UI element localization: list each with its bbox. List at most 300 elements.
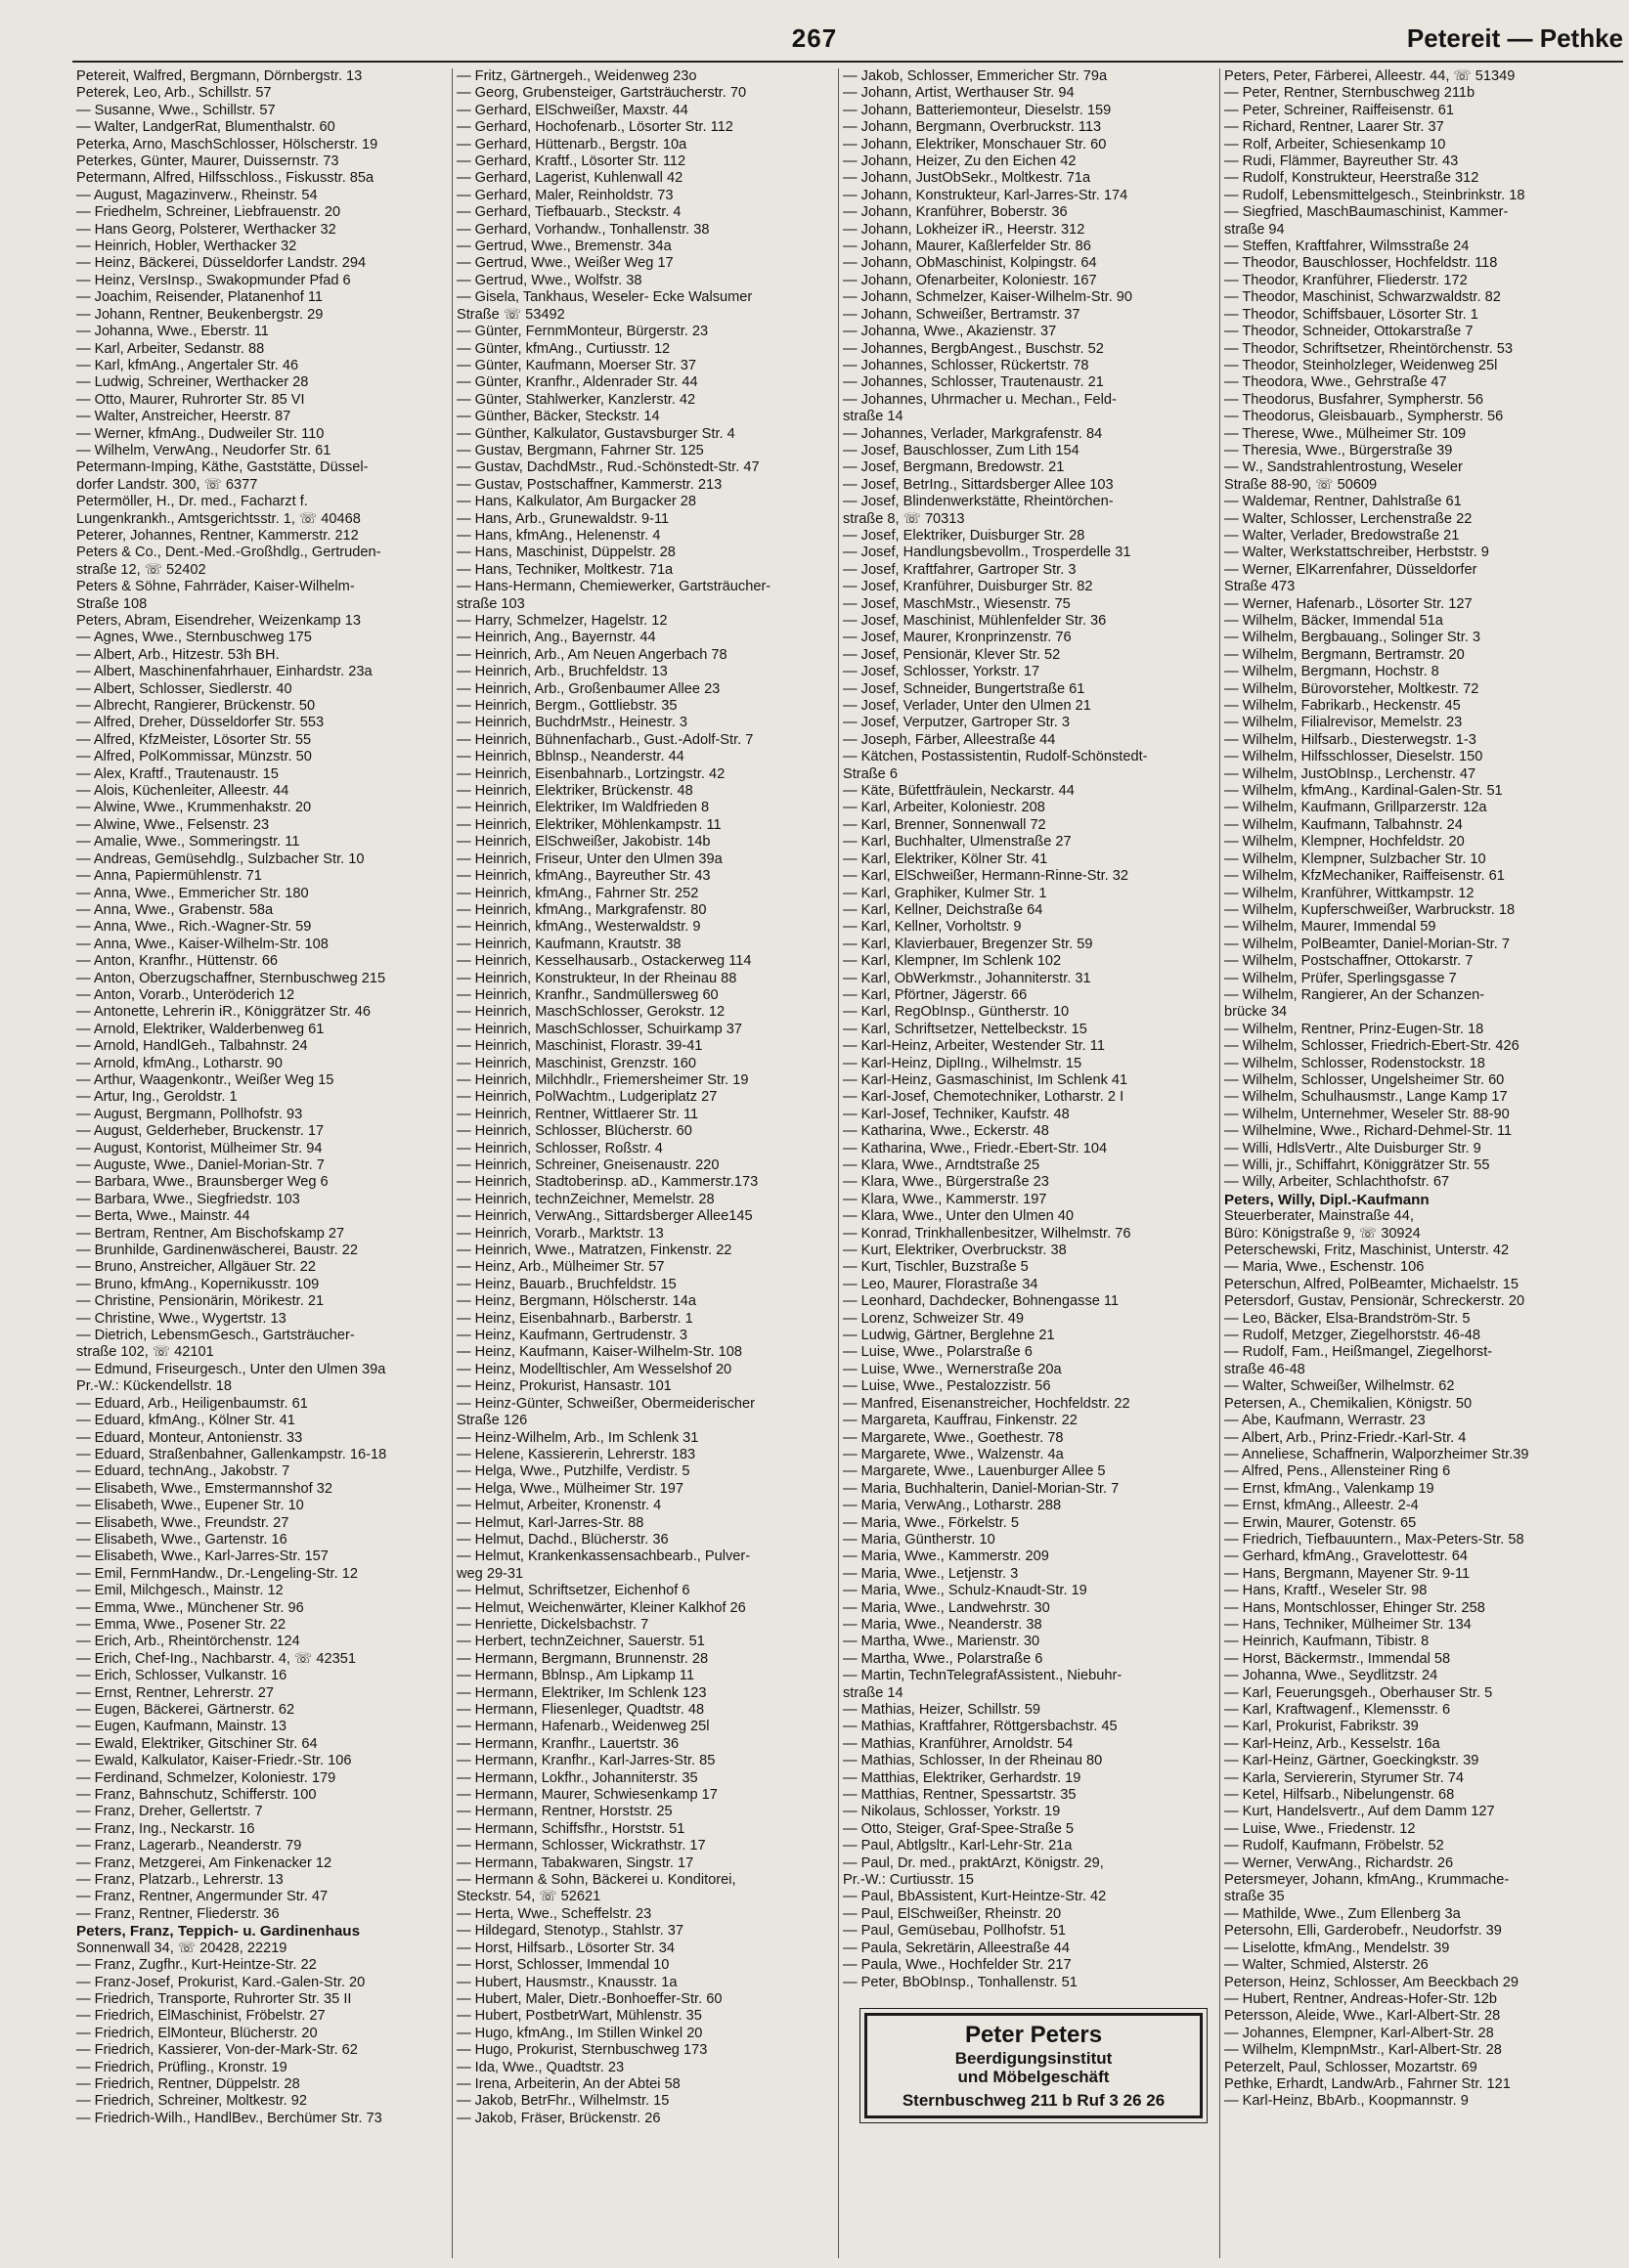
directory-entry: — Karl-Heinz, Arbeiter, Westender Str. 11 — [843, 1038, 1105, 1055]
directory-entry: — Gerhard, Tiefbauarb., Steckstr. 4 — [457, 204, 682, 221]
directory-entry: — Karl, kfmAng., Angertaler Str. 46 — [76, 357, 299, 373]
directory-entry: — Theodorus, Busfahrer, Sympherstr. 56 — [1224, 391, 1483, 408]
directory-entry: — Hans, Arb., Grunewaldstr. 9-11 — [457, 510, 670, 527]
directory-entry: — Theodor, Schiffsbauer, Lösorter Str. 1 — [1224, 306, 1478, 323]
directory-entry: — Johannes, Uhrmacher u. Mechan., Feld- — [843, 391, 1117, 408]
directory-entry: — Johannes, Elempner, Karl-Albert-Str. 28 — [1224, 2025, 1494, 2041]
directory-entry: — Wilhelm, Bäcker, Immendal 51a — [1224, 613, 1443, 629]
directory-entry: — Richard, Rentner, Laarer Str. 37 — [1224, 119, 1444, 136]
directory-entry: Petermöller, H., Dr. med., Facharzt f. — [76, 494, 308, 510]
directory-entry: — Anna, Wwe., Grabenstr. 58a — [76, 901, 274, 918]
directory-entry: dorfer Landstr. 300, ☏ 6377 — [76, 476, 258, 493]
directory-entry: — Heinrich, technZeichner, Memelstr. 28 — [457, 1191, 715, 1207]
directory-entry: — Wilhelm, Hilfsarb., Diesterwegstr. 1-3 — [1224, 731, 1476, 748]
directory-entry: — Alfred, Pens., Allensteiner Ring 6 — [1224, 1463, 1451, 1480]
directory-entry: straße 14 — [843, 409, 903, 425]
directory-entry: — Johann, Elektriker, Monschauer Str. 60 — [843, 136, 1107, 153]
directory-entry: — Maria, Wwe., Förkelstr. 5 — [843, 1514, 1020, 1531]
directory-entry: — Paula, Wwe., Hochfelder Str. 217 — [843, 1957, 1072, 1974]
directory-entry: — Gertrud, Wwe., Wolfstr. 38 — [457, 272, 642, 288]
directory-entry: Straße 6 — [843, 765, 898, 782]
directory-entry: — Karla, Serviererin, Styrumer Str. 74 — [1224, 1769, 1464, 1786]
directory-entry: — Maria, Wwe., Letjenstr. 3 — [843, 1565, 1019, 1582]
directory-entry: — August, Kontorist, Mülheimer Str. 94 — [76, 1140, 323, 1156]
directory-entry: — Gerhard, Vorhandw., Tonhallenstr. 38 — [457, 221, 710, 238]
directory-entry: — Heinrich, BuchdrMstr., Heinestr. 3 — [457, 715, 688, 731]
directory-entry: — Heinrich, Kranfhr., Sandmüllersweg 60 — [457, 986, 719, 1003]
directory-entry: Pr.-W.: Curtiusstr. 15 — [843, 1872, 974, 1889]
directory-entry: — Ernst, kfmAng., Alleestr. 2-4 — [1224, 1498, 1419, 1514]
directory-entry: straße 14 — [843, 1684, 903, 1701]
directory-entry: — Heinz, Prokurist, Hansastr. 101 — [457, 1378, 672, 1395]
directory-entry: — Karl-Josef, Techniker, Kaufstr. 48 — [843, 1106, 1070, 1122]
directory-entry: — Rolf, Arbeiter, Schiesenkamp 10 — [1224, 136, 1446, 153]
directory-entry: — Willi, jr., Schiffahrt, Königgrätzer Str. 55 — [1224, 1157, 1490, 1173]
directory-entry: — Eduard, technAng., Jakobstr. 7 — [76, 1463, 290, 1480]
directory-entry: — Horst, Hilfsarb., Lösorter Str. 34 — [457, 1940, 676, 1956]
directory-entry: — Gerhard, ElSchweißer, Maxstr. 44 — [457, 102, 688, 118]
directory-entry: — Franz, Ing., Neckarstr. 16 — [76, 1820, 255, 1837]
directory-entry: — Arnold, Elektriker, Walderbenweg 61 — [76, 1021, 325, 1037]
directory-entry: — Alois, Küchenleiter, Alleestr. 44 — [76, 783, 289, 800]
directory-entry: — Eduard, Arb., Heiligenbaumstr. 61 — [76, 1395, 308, 1412]
directory-entry: — Maria, Buchhalterin, Daniel-Morian-Str. 7 — [843, 1480, 1120, 1497]
column-divider — [838, 68, 839, 2258]
directory-entry: — Heinrich, Maschinist, Grenzstr. 160 — [457, 1055, 696, 1071]
directory-entry: — Barbara, Wwe., Siegfriedstr. 103 — [76, 1191, 300, 1207]
directory-entry: — Josef, Schlosser, Yorkstr. 17 — [843, 664, 1040, 680]
directory-entry: — Karl, Schriftsetzer, Nettelbeckstr. 15 — [843, 1021, 1087, 1037]
directory-entry: — Hermann, Elektriker, Im Schlenk 123 — [457, 1684, 707, 1701]
directory-entry: — Harry, Schmelzer, Hagelstr. 12 — [457, 613, 668, 629]
directory-entry: — Wilhelm, Schlosser, Ungelsheimer Str. 60 — [1224, 1071, 1505, 1088]
directory-entry: — Herta, Wwe., Scheffelstr. 23 — [457, 1905, 652, 1922]
directory-entry: straße 103 — [457, 595, 525, 612]
directory-entry: — Eduard, Monteur, Antonienstr. 33 — [76, 1429, 303, 1446]
directory-entry: — Anton, Kranfhr., Hüttenstr. 66 — [76, 953, 279, 970]
directory-entry: — Johannes, Verlader, Markgrafenstr. 84 — [843, 425, 1103, 442]
directory-entry: — Heinrich, Eisenbahnarb., Lortzingstr. 42 — [457, 765, 726, 782]
directory-entry: — Karl, Arbeiter, Koloniestr. 208 — [843, 800, 1045, 816]
directory-entry: — Henriette, Dickelsbachstr. 7 — [457, 1616, 649, 1633]
directory-entry: — Rudi, Flämmer, Bayreuther Str. 43 — [1224, 153, 1459, 170]
directory-entry: — Horst, Bäckermstr., Immendal 58 — [1224, 1650, 1451, 1667]
directory-entry: — Karl-Heinz, BbArb., Koopmannstr. 9 — [1224, 2093, 1469, 2110]
directory-entry: — Karl, ObWerkmstr., Johanniterstr. 31 — [843, 970, 1091, 986]
directory-entry: — Alwine, Wwe., Felsenstr. 23 — [76, 816, 270, 833]
directory-entry: — Ketel, Hilfsarb., Nibelungenstr. 68 — [1224, 1787, 1455, 1804]
directory-entry: — Antonette, Lehrerin iR., Königgrätzer Str. 46 — [76, 1004, 371, 1021]
directory-entry: — Friedrich, Tiefbauuntern., Max-Peters-Str. 58 — [1224, 1531, 1524, 1548]
directory-column-2 — [457, 68, 838, 2263]
directory-entry: — Hermann, Lokfhr., Johanniterstr. 35 — [457, 1769, 698, 1786]
directory-entry: — Manfred, Eisenanstreicher, Hochfeldstr. 22 — [843, 1395, 1130, 1412]
directory-entry: — Anton, Oberzugschaffner, Sternbuschweg 215 — [76, 970, 386, 986]
directory-entry: — Wilhelm, Kupferschweißer, Warbruckstr. 18 — [1224, 901, 1516, 918]
directory-entry: — Margarete, Wwe., Walzenstr. 4a — [843, 1446, 1064, 1462]
directory-entry: — Andreas, Gemüsehdlg., Sulzbacher Str. 10 — [76, 850, 365, 867]
directory-entry: — Heinz, Eisenbahnarb., Barberstr. 1 — [457, 1310, 693, 1327]
directory-entry: — Werner, ElKarrenfahrer, Düsseldorfer — [1224, 561, 1477, 578]
directory-entry: — Mathilde, Wwe., Zum Ellenberg 3a — [1224, 1905, 1461, 1922]
directory-entry: — Wilhelm, Bergbauang., Solinger Str. 3 — [1224, 630, 1481, 646]
directory-entry: — Emil, FernmHandw., Dr.-Lengeling-Str. 12 — [76, 1565, 358, 1582]
directory-entry: — Gustav, Bergmann, Fahrner Str. 125 — [457, 442, 704, 458]
directory-entry: — Johann, JustObSekr., Moltkestr. 71a — [843, 170, 1091, 187]
directory-entry: — Wilhelm, Hilfsschlosser, Dieselstr. 150 — [1224, 749, 1483, 765]
directory-entry: — Anna, Papiermühlenstr. 71 — [76, 868, 262, 885]
directory-entry: — Werner, kfmAng., Dudweiler Str. 110 — [76, 425, 325, 442]
directory-entry: — Wilhelm, Kranführer, Wittkampstr. 12 — [1224, 885, 1475, 901]
directory-column-1 — [76, 68, 458, 2263]
directory-entry: — Herbert, technZeichner, Sauerstr. 51 — [457, 1634, 705, 1650]
directory-entry: — Friedrich-Wilh., HandlBev., Berchümer Str. 73 — [76, 2110, 382, 2126]
directory-entry: — Theodor, Bauschlosser, Hochfeldstr. 118 — [1224, 255, 1498, 272]
directory-entry: — Hermann, Schiffsfhr., Horststr. 51 — [457, 1820, 685, 1837]
directory-entry: — Heinrich, Stadtoberinsp. aD., Kammerstr.173 — [457, 1174, 759, 1191]
directory-entry: — Günter, Kaufmann, Moerser Str. 37 — [457, 357, 696, 373]
directory-entry: — Klara, Wwe., Bürgerstraße 23 — [843, 1174, 1049, 1191]
directory-entry: — Karl, Prokurist, Fabrikstr. 39 — [1224, 1719, 1419, 1735]
directory-entry: — Wilhelm, Rentner, Prinz-Eugen-Str. 18 — [1224, 1021, 1484, 1037]
directory-entry: — Albert, Arb., Hitzestr. 53h BH. — [76, 646, 280, 663]
directory-entry: — Peter, BbObInsp., Tonhallenstr. 51 — [843, 1974, 1078, 1990]
directory-entry: — Walter, Verlader, Bredowstraße 21 — [1224, 527, 1460, 544]
directory-entry: — Johann, Konstrukteur, Karl-Jarres-Str. 174 — [843, 187, 1128, 203]
directory-entry: — Susanne, Wwe., Schillstr. 57 — [76, 102, 276, 118]
directory-entry: Straße ☏ 53492 — [457, 306, 565, 323]
directory-entry: straße 8, ☏ 70313 — [843, 510, 965, 527]
directory-entry: — Franz, Zugfhr., Kurt-Heintze-Str. 22 — [76, 1957, 317, 1974]
directory-entry: — Hans-Hermann, Chemiewerker, Gartsträucher- — [457, 579, 771, 595]
directory-entry: Petersen, A., Chemikalien, Königstr. 50 — [1224, 1395, 1473, 1412]
directory-entry: Peters, Willy, Dipl.-Kaufmann — [1224, 1191, 1430, 1208]
directory-entry: — Hugo, Prokurist, Sternbuschweg 173 — [457, 2042, 708, 2059]
directory-entry: — Wilhelm, Filialrevisor, Memelstr. 23 — [1224, 715, 1463, 731]
directory-entry: — Heinrich, Kaufmann, Tibistr. 8 — [1224, 1634, 1430, 1650]
directory-entry: — Karl, RegObInsp., Güntherstr. 10 — [843, 1004, 1070, 1021]
directory-entry: — Hans, Kraftf., Weseler Str. 98 — [1224, 1583, 1428, 1599]
running-head: Petereit — Pethke — [1406, 23, 1623, 53]
directory-entry: — Wilhelm, Klempner, Hochfeldstr. 20 — [1224, 834, 1465, 850]
directory-entry: — Konrad, Trinkhallenbesitzer, Wilhelmstr. 76 — [843, 1225, 1131, 1242]
directory-entry: — Theodor, Kranführer, Fliederstr. 172 — [1224, 272, 1468, 288]
directory-entry: — Johannes, BergbAngest., Buschstr. 52 — [843, 340, 1104, 357]
directory-entry: — Martha, Wwe., Marienstr. 30 — [843, 1634, 1040, 1650]
directory-entry: Petermann, Alfred, Hilfsschloss., Fiskusstr. 85a — [76, 170, 374, 187]
directory-entry: — Heinz, Arb., Mülheimer Str. 57 — [457, 1259, 665, 1276]
directory-entry: — Kurt, Handelsvertr., Auf dem Damm 127 — [1224, 1804, 1495, 1820]
directory-entry: — Wilhelm, Schlosser, Friedrich-Ebert-Str. 426 — [1224, 1038, 1519, 1055]
directory-entry: Pethke, Erhardt, LandwArb., Fahrner Str. 121 — [1224, 2075, 1511, 2092]
directory-entry: — Wilhelm, Kaufmann, Grillparzerstr. 12a — [1224, 800, 1487, 816]
directory-entry: — Heinrich, Bblnsp., Neanderstr. 44 — [457, 749, 684, 765]
directory-entry: — Walter, Schweißer, Wilhelmstr. 62 — [1224, 1378, 1455, 1395]
directory-entry: — Anneliese, Schaffnerin, Walporzheimer Str.39 — [1224, 1446, 1529, 1462]
directory-entry: — Johann, Rentner, Beukenbergstr. 29 — [76, 306, 324, 323]
directory-entry: — Heinz, Modelltischler, Am Wesselshof 20 — [457, 1361, 732, 1377]
directory-entry: — Klara, Wwe., Kammerstr. 197 — [843, 1191, 1047, 1207]
directory-entry: — Wilhelm, Fabrikarb., Heckenstr. 45 — [1224, 698, 1461, 715]
directory-entry: — Hans, Techniker, Moltkestr. 71a — [457, 561, 674, 578]
directory-entry: — Gerhard, Hüttenarb., Bergstr. 10a — [457, 136, 687, 153]
directory-entry: — Johann, Schweißer, Bertramstr. 37 — [843, 306, 1080, 323]
directory-entry: — Heinrich, Ang., Bayernstr. 44 — [457, 630, 656, 646]
directory-entry: — Hans, Bergmann, Mayener Str. 9-11 — [1224, 1565, 1471, 1582]
directory-entry: — Gerhard, kfmAng., Gravelottestr. 64 — [1224, 1548, 1469, 1565]
directory-entry: — Gerhard, Lagerist, Kuhlenwall 42 — [457, 170, 683, 187]
directory-entry: — Gertrud, Wwe., Weißer Weg 17 — [457, 255, 674, 272]
directory-entry: — Berta, Wwe., Mainstr. 44 — [76, 1208, 250, 1225]
directory-entry: — Heinrich, Vorarb., Marktstr. 13 — [457, 1225, 664, 1242]
directory-entry: — Karl, ElSchweißer, Hermann-Rinne-Str. 32 — [843, 868, 1128, 885]
directory-entry: — Wilhelm, JustObInsp., Lerchenstr. 47 — [1224, 765, 1476, 782]
directory-entry: — Karl, Kellner, Vorholtstr. 9 — [843, 919, 1022, 936]
directory-entry: — Eugen, Bäckerei, Gärtnerstr. 62 — [76, 1702, 295, 1718]
directory-entry: — Josef, MaschMstr., Wiesenstr. 75 — [843, 595, 1071, 612]
advert-line-2: und Möbelgeschäft — [957, 2067, 1110, 2086]
directory-entry: — Wilhelm, Kaufmann, Talbahnstr. 24 — [1224, 816, 1463, 833]
directory-entry: Straße 126 — [457, 1413, 528, 1429]
directory-entry: — Leonhard, Dachdecker, Bohnengasse 11 — [843, 1293, 1120, 1310]
directory-entry: — Horst, Schlosser, Immendal 10 — [457, 1957, 670, 1974]
directory-entry: — Dietrich, LebensmGesch., Gartsträucher- — [76, 1328, 355, 1344]
directory-entry: — Heinrich, Schreiner, Gneisenaustr. 220 — [457, 1157, 720, 1173]
directory-entry: — Johann, Lokheizer iR., Heerstr. 312 — [843, 221, 1085, 238]
directory-entry: — Waldemar, Rentner, Dahlstraße 61 — [1224, 494, 1462, 510]
directory-entry: — Josef, Pensionär, Klever Str. 52 — [843, 646, 1061, 663]
directory-entry: — Elisabeth, Wwe., Freundstr. 27 — [76, 1514, 289, 1531]
directory-entry: — Friedhelm, Schreiner, Liebfrauenstr. 20 — [76, 204, 341, 221]
directory-entry: straße 12, ☏ 52402 — [76, 561, 206, 578]
directory-entry: — Heinrich, Elektriker, Brückenstr. 48 — [457, 783, 693, 800]
directory-entry: — Heinrich, Arb., Großenbaumer Allee 23 — [457, 680, 721, 697]
directory-entry: — Anton, Vorarb., Unteröderich 12 — [76, 986, 295, 1003]
directory-entry: — Maria, Wwe., Landwehrstr. 30 — [843, 1599, 1050, 1616]
directory-entry: — Barbara, Wwe., Braunsberger Weg 6 — [76, 1174, 329, 1191]
directory-entry: — Günter, Stahlwerker, Kanzlerstr. 42 — [457, 391, 696, 408]
directory-entry: — Wilhelm, Bergmann, Hochstr. 8 — [1224, 664, 1439, 680]
directory-entry: — Franz, Rentner, Fliederstr. 36 — [76, 1905, 280, 1922]
directory-entry: — Heinrich, Rentner, Wittlaerer Str. 11 — [457, 1106, 699, 1122]
directory-entry: — Franz, Metzgerei, Am Finkenacker 12 — [76, 1854, 332, 1871]
directory-entry: — Johannes, Schlosser, Rückertstr. 78 — [843, 357, 1089, 373]
directory-entry: — Helmut, Schriftsetzer, Eichenhof 6 — [457, 1583, 690, 1599]
directory-entry: — Willy, Arbeiter, Schlachthofstr. 67 — [1224, 1174, 1450, 1191]
directory-entry: — Hans, Kalkulator, Am Burgacker 28 — [457, 494, 696, 510]
directory-entry: — Heinrich, Arb., Bruchfeldstr. 13 — [457, 664, 668, 680]
advertisement-box — [864, 2013, 1203, 2118]
directory-entry: — Wilhelm, PolBeamter, Daniel-Morian-Str. 7 — [1224, 936, 1510, 952]
directory-entry: — Elisabeth, Wwe., Emstermannshof 32 — [76, 1480, 332, 1497]
directory-entry: — Günter, kfmAng., Curtiusstr. 12 — [457, 340, 671, 357]
directory-entry: Petereit, Walfred, Bergmann, Dörnbergstr. 13 — [76, 68, 363, 84]
directory-entry: — Hermann, Kranfhr., Karl-Jarres-Str. 85 — [457, 1753, 716, 1769]
directory-entry: — Karl, Arbeiter, Sedanstr. 88 — [76, 340, 265, 357]
directory-entry: — Elisabeth, Wwe., Gartenstr. 16 — [76, 1531, 287, 1548]
directory-entry: — Johann, Maurer, Kaßlerfelder Str. 86 — [843, 239, 1091, 255]
directory-entry: — Franz-Josef, Prokurist, Kard.-Galen-Str. 20 — [76, 1974, 366, 1990]
directory-entry: — Ernst, kfmAng., Valenkamp 19 — [1224, 1480, 1434, 1497]
directory-entry: — Hans, kfmAng., Helenenstr. 4 — [457, 527, 661, 544]
directory-entry: — Liselotte, kfmAng., Mendelstr. 39 — [1224, 1940, 1450, 1956]
directory-entry: — Heinrich, Bergm., Gottliebstr. 35 — [457, 698, 678, 715]
directory-entry: — Friedrich, ElMonteur, Blücherstr. 20 — [76, 2025, 318, 2041]
directory-entry: — August, Bergmann, Pollhofstr. 93 — [76, 1106, 303, 1122]
directory-entry: — Gustav, DachdMstr., Rud.-Schönstedt-Str. 47 — [457, 459, 760, 476]
directory-entry: — Heinrich, Bühnenfacharb., Gust.-Adolf-Str. 7 — [457, 731, 754, 748]
directory-entry: Peters, Peter, Färberei, Alleestr. 44, ☏ 51349 — [1224, 68, 1516, 84]
directory-entry: — Maria, Wwe., Neanderstr. 38 — [843, 1616, 1042, 1633]
directory-entry: — Albrecht, Rangierer, Brückenstr. 50 — [76, 698, 316, 715]
directory-entry: Straße 473 — [1224, 579, 1296, 595]
directory-entry: — Luise, Wwe., Wernerstraße 20a — [843, 1361, 1062, 1377]
directory-entry: — Arnold, kfmAng., Lotharstr. 90 — [76, 1055, 283, 1071]
directory-entry: — Rudolf, Lebensmittelgesch., Steinbrinkstr. 18 — [1224, 187, 1525, 203]
directory-entry: — Hugo, kfmAng., Im Stillen Winkel 20 — [457, 2025, 703, 2041]
directory-entry: — Käte, Büfettfräulein, Neckarstr. 44 — [843, 783, 1075, 800]
directory-entry: — Maria, Wwe., Schulz-Knaudt-Str. 19 — [843, 1583, 1087, 1599]
directory-entry: — Erwin, Maurer, Gotenstr. 65 — [1224, 1514, 1417, 1531]
directory-entry: — Johann, Heizer, Zu den Eichen 42 — [843, 153, 1077, 170]
directory-entry: — Wilhelm, Unternehmer, Weseler Str. 88-90 — [1224, 1106, 1510, 1122]
column-3-entries — [843, 68, 1224, 1991]
directory-entry: — Bertram, Rentner, Am Bischofskamp 27 — [76, 1225, 345, 1242]
directory-entry: Straße 88-90, ☏ 50609 — [1224, 476, 1378, 493]
directory-entry: — Hermann, Tabakwaren, Singstr. 17 — [457, 1854, 694, 1871]
directory-entry: — Mathias, Heizer, Schillstr. 59 — [843, 1702, 1040, 1718]
directory-entry: — Irena, Arbeiterin, An der Abtei 58 — [457, 2075, 681, 2092]
directory-entry: — Paul, BbAssistent, Kurt-Heintze-Str. 42 — [843, 1889, 1107, 1905]
directory-entry: Büro: Königstraße 9, ☏ 30924 — [1224, 1225, 1421, 1242]
directory-entry: — Heinz, Kaufmann, Gertrudenstr. 3 — [457, 1328, 688, 1344]
directory-entry: — Wilhelm, Postschaffner, Ottokarstr. 7 — [1224, 953, 1474, 970]
directory-entry: — Friedrich, Prüfling., Kronstr. 19 — [76, 2059, 287, 2075]
directory-entry: — Karl, Klavierbauer, Bregenzer Str. 59 — [843, 936, 1093, 952]
directory-entry: Petersdorf, Gustav, Pensionär, Schreckerstr. 20 — [1224, 1293, 1525, 1310]
directory-entry: Lungenkrankh., Amtsgerichtsstr. 1, ☏ 40468 — [76, 510, 361, 527]
directory-entry: — Walter, LandgerRat, Blumenthalstr. 60 — [76, 119, 335, 136]
directory-entry: — Walter, Schmied, Alsterstr. 26 — [1224, 1957, 1429, 1974]
directory-entry: — W., Sandstrahlentrostung, Weseler — [1224, 459, 1463, 476]
directory-entry: — Edmund, Friseurgesch., Unter den Ulmen 39a — [76, 1361, 386, 1377]
directory-entry: — Karl-Heinz, Gärtner, Goeckingkstr. 39 — [1224, 1753, 1479, 1769]
directory-entry: — Mathias, Kraftfahrer, Röttgersbachstr. 45 — [843, 1719, 1118, 1735]
directory-entry: — Heinrich, kfmAng., Fahrner Str. 252 — [457, 885, 699, 901]
directory-entry: — Karl, Kellner, Deichstraße 64 — [843, 901, 1043, 918]
page-number: 267 — [791, 23, 838, 53]
directory-entry: — Maria, VerwAng., Lotharstr. 288 — [843, 1498, 1062, 1514]
directory-entry: — Gustav, Postschaffner, Kammerstr. 213 — [457, 476, 723, 493]
directory-entry: Peterzelt, Paul, Schlosser, Mozartstr. 69 — [1224, 2059, 1477, 2075]
directory-entry: — Siegfried, MaschBaumaschinist, Kammer- — [1224, 204, 1509, 221]
directory-entry: — Franz, Lagerarb., Neanderstr. 79 — [76, 1838, 302, 1854]
directory-entry: — Josef, Blindenwerkstätte, Rheintörchen- — [843, 494, 1114, 510]
directory-entry: Peters, Franz, Teppich- u. Gardinenhaus — [76, 1923, 361, 1941]
directory-entry: Peterkes, Günter, Maurer, Duissernstr. 73 — [76, 153, 339, 170]
directory-entry: — Klara, Wwe., Arndtstraße 25 — [843, 1157, 1040, 1173]
directory-entry: — Heinrich, VerwAng., Sittardsberger Allee145 — [457, 1208, 753, 1225]
directory-entry: — Theodora, Wwe., Gehrstraße 47 — [1224, 374, 1447, 391]
directory-entry: — Karl, Buchhalter, Ulmenstraße 27 — [843, 834, 1072, 850]
directory-entry: — Johann, Ofenarbeiter, Koloniestr. 167 — [843, 272, 1097, 288]
directory-entry: — Walter, Schlosser, Lerchenstraße 22 — [1224, 510, 1473, 527]
directory-entry: — Ludwig, Schreiner, Werthacker 28 — [76, 374, 309, 391]
directory-entry: — Hans Georg, Polsterer, Werthacker 32 — [76, 221, 336, 238]
directory-entry: — Josef, Bauschlosser, Zum Lith 154 — [843, 442, 1079, 458]
header-rule — [72, 61, 1623, 63]
directory-entry: — Alfred, PolKommissar, Münzstr. 50 — [76, 749, 312, 765]
directory-entry: — Heinrich, Elektriker, Möhlenkampstr. 11 — [457, 816, 722, 833]
directory-entry: — Otto, Maurer, Ruhrorter Str. 85 VI — [76, 391, 305, 408]
directory-entry: — Erich, Chef-Ing., Nachbarstr. 4, ☏ 42351 — [76, 1650, 356, 1667]
directory-entry: — Abe, Kaufmann, Werrastr. 23 — [1224, 1413, 1426, 1429]
directory-entry: — Theodor, Maschinist, Schwarzwaldstr. 82 — [1224, 289, 1501, 306]
directory-entry: — Karl-Heinz, Gasmaschinist, Im Schlenk 41 — [843, 1071, 1128, 1088]
directory-entry: — Wilhelm, Bergmann, Bertramstr. 20 — [1224, 646, 1465, 663]
directory-entry: — Emma, Wwe., Posener Str. 22 — [76, 1616, 286, 1633]
directory-entry: — Josef, Handlungsbevollm., Trosperdelle 31 — [843, 545, 1131, 561]
directory-entry: — Günther, Kalkulator, Gustavsburger Str. 4 — [457, 425, 735, 442]
directory-entry: — Georg, Grubensteiger, Gartsträucherstr. 70 — [457, 85, 747, 102]
directory-entry: — Hans, Techniker, Mülheimer Str. 134 — [1224, 1616, 1472, 1633]
directory-entry: — Alfred, KfzMeister, Lösorter Str. 55 — [76, 731, 312, 748]
directory-entry: — Helmut, Weichenwärter, Kleiner Kalkhof 26 — [457, 1599, 746, 1616]
directory-entry: — Wilhelm, Schulhausmstr., Lange Kamp 17 — [1224, 1089, 1508, 1106]
directory-entry: — Werner, VerwAng., Richardstr. 26 — [1224, 1854, 1454, 1871]
directory-entry: — Johannes, Schlosser, Trautenaustr. 21 — [843, 374, 1104, 391]
directory-entry: — Luise, Wwe., Polarstraße 6 — [843, 1344, 1033, 1361]
directory-entry: — Heinrich, kfmAng., Bayreuther Str. 43 — [457, 868, 711, 885]
directory-entry: — Heinrich, kfmAng., Westerwaldstr. 9 — [457, 919, 701, 936]
directory-entry: — Steffen, Kraftfahrer, Wilmsstraße 24 — [1224, 239, 1470, 255]
directory-entry: — Hermann, Hafenarb., Weidenweg 25l — [457, 1719, 710, 1735]
directory-entry: Peterschewski, Fritz, Maschinist, Unterstr. 42 — [1224, 1243, 1510, 1259]
directory-entry: — Emil, Milchgesch., Mainstr. 12 — [76, 1583, 284, 1599]
directory-entry: — Jakob, Fräser, Brückenstr. 26 — [457, 2110, 661, 2126]
directory-entry: — Rudolf, Konstrukteur, Heerstraße 312 — [1224, 170, 1479, 187]
directory-entry: — Theresia, Wwe., Bürgerstraße 39 — [1224, 442, 1453, 458]
directory-entry: — Heinrich, Maschinist, Florastr. 39-41 — [457, 1038, 703, 1055]
directory-entry: — Helene, Kassiererin, Lehrerstr. 183 — [457, 1446, 696, 1462]
directory-entry: — Klara, Wwe., Unter den Ulmen 40 — [843, 1208, 1075, 1225]
directory-entry: — Helga, Wwe., Mülheimer Str. 197 — [457, 1480, 683, 1497]
directory-entry: — Helmut, Krankenkassensachbearb., Pulver- — [457, 1548, 751, 1565]
directory-entry: straße 102, ☏ 42101 — [76, 1344, 214, 1361]
directory-entry: — Alwine, Wwe., Krummenhakstr. 20 — [76, 800, 312, 816]
directory-entry: — Heinrich, PolWachtm., Ludgeriplatz 27 — [457, 1089, 718, 1106]
directory-entry: — Hans, Montschlosser, Ehinger Str. 258 — [1224, 1599, 1485, 1616]
directory-entry: — Alfred, Dreher, Düsseldorfer Str. 553 — [76, 715, 325, 731]
directory-entry: — Margarete, Wwe., Goethestr. 78 — [843, 1429, 1064, 1446]
directory-entry: weg 29-31 — [457, 1565, 524, 1582]
directory-entry: — Lorenz, Schweizer Str. 49 — [843, 1310, 1024, 1327]
directory-entry: — Gisela, Tankhaus, Weseler- Ecke Walsumer — [457, 289, 753, 306]
directory-entry: — Heinz-Günter, Schweißer, Obermeiderischer — [457, 1395, 755, 1412]
directory-entry: — Franz, Platzarb., Lehrerstr. 13 — [76, 1872, 284, 1889]
directory-entry: — Josef, Maschinist, Mühlenfelder Str. 36 — [843, 613, 1107, 629]
directory-entry: Pr.-W.: Kückendellstr. 18 — [76, 1378, 232, 1395]
directory-entry: — Günter, Kranfhr., Aldenrader Str. 44 — [457, 374, 698, 391]
directory-entry: — Gerhard, Hochofenarb., Lösorter Str. 112 — [457, 119, 733, 136]
directory-entry: Peters & Co., Dent.-Med.-Großhdlg., Gertruden- — [76, 545, 381, 561]
directory-entry: — Josef, Elektriker, Duisburger Str. 28 — [843, 527, 1085, 544]
directory-entry: — Rudolf, Fam., Heißmangel, Ziegelhorst- — [1224, 1344, 1493, 1361]
advert-line-1: Beerdigungsinstitut — [954, 2048, 1113, 2068]
directory-entry: straße 94 — [1224, 221, 1285, 238]
directory-entry: — Artur, Ing., Geroldstr. 1 — [76, 1089, 238, 1106]
directory-entry: — Joseph, Färber, Alleestraße 44 — [843, 731, 1056, 748]
